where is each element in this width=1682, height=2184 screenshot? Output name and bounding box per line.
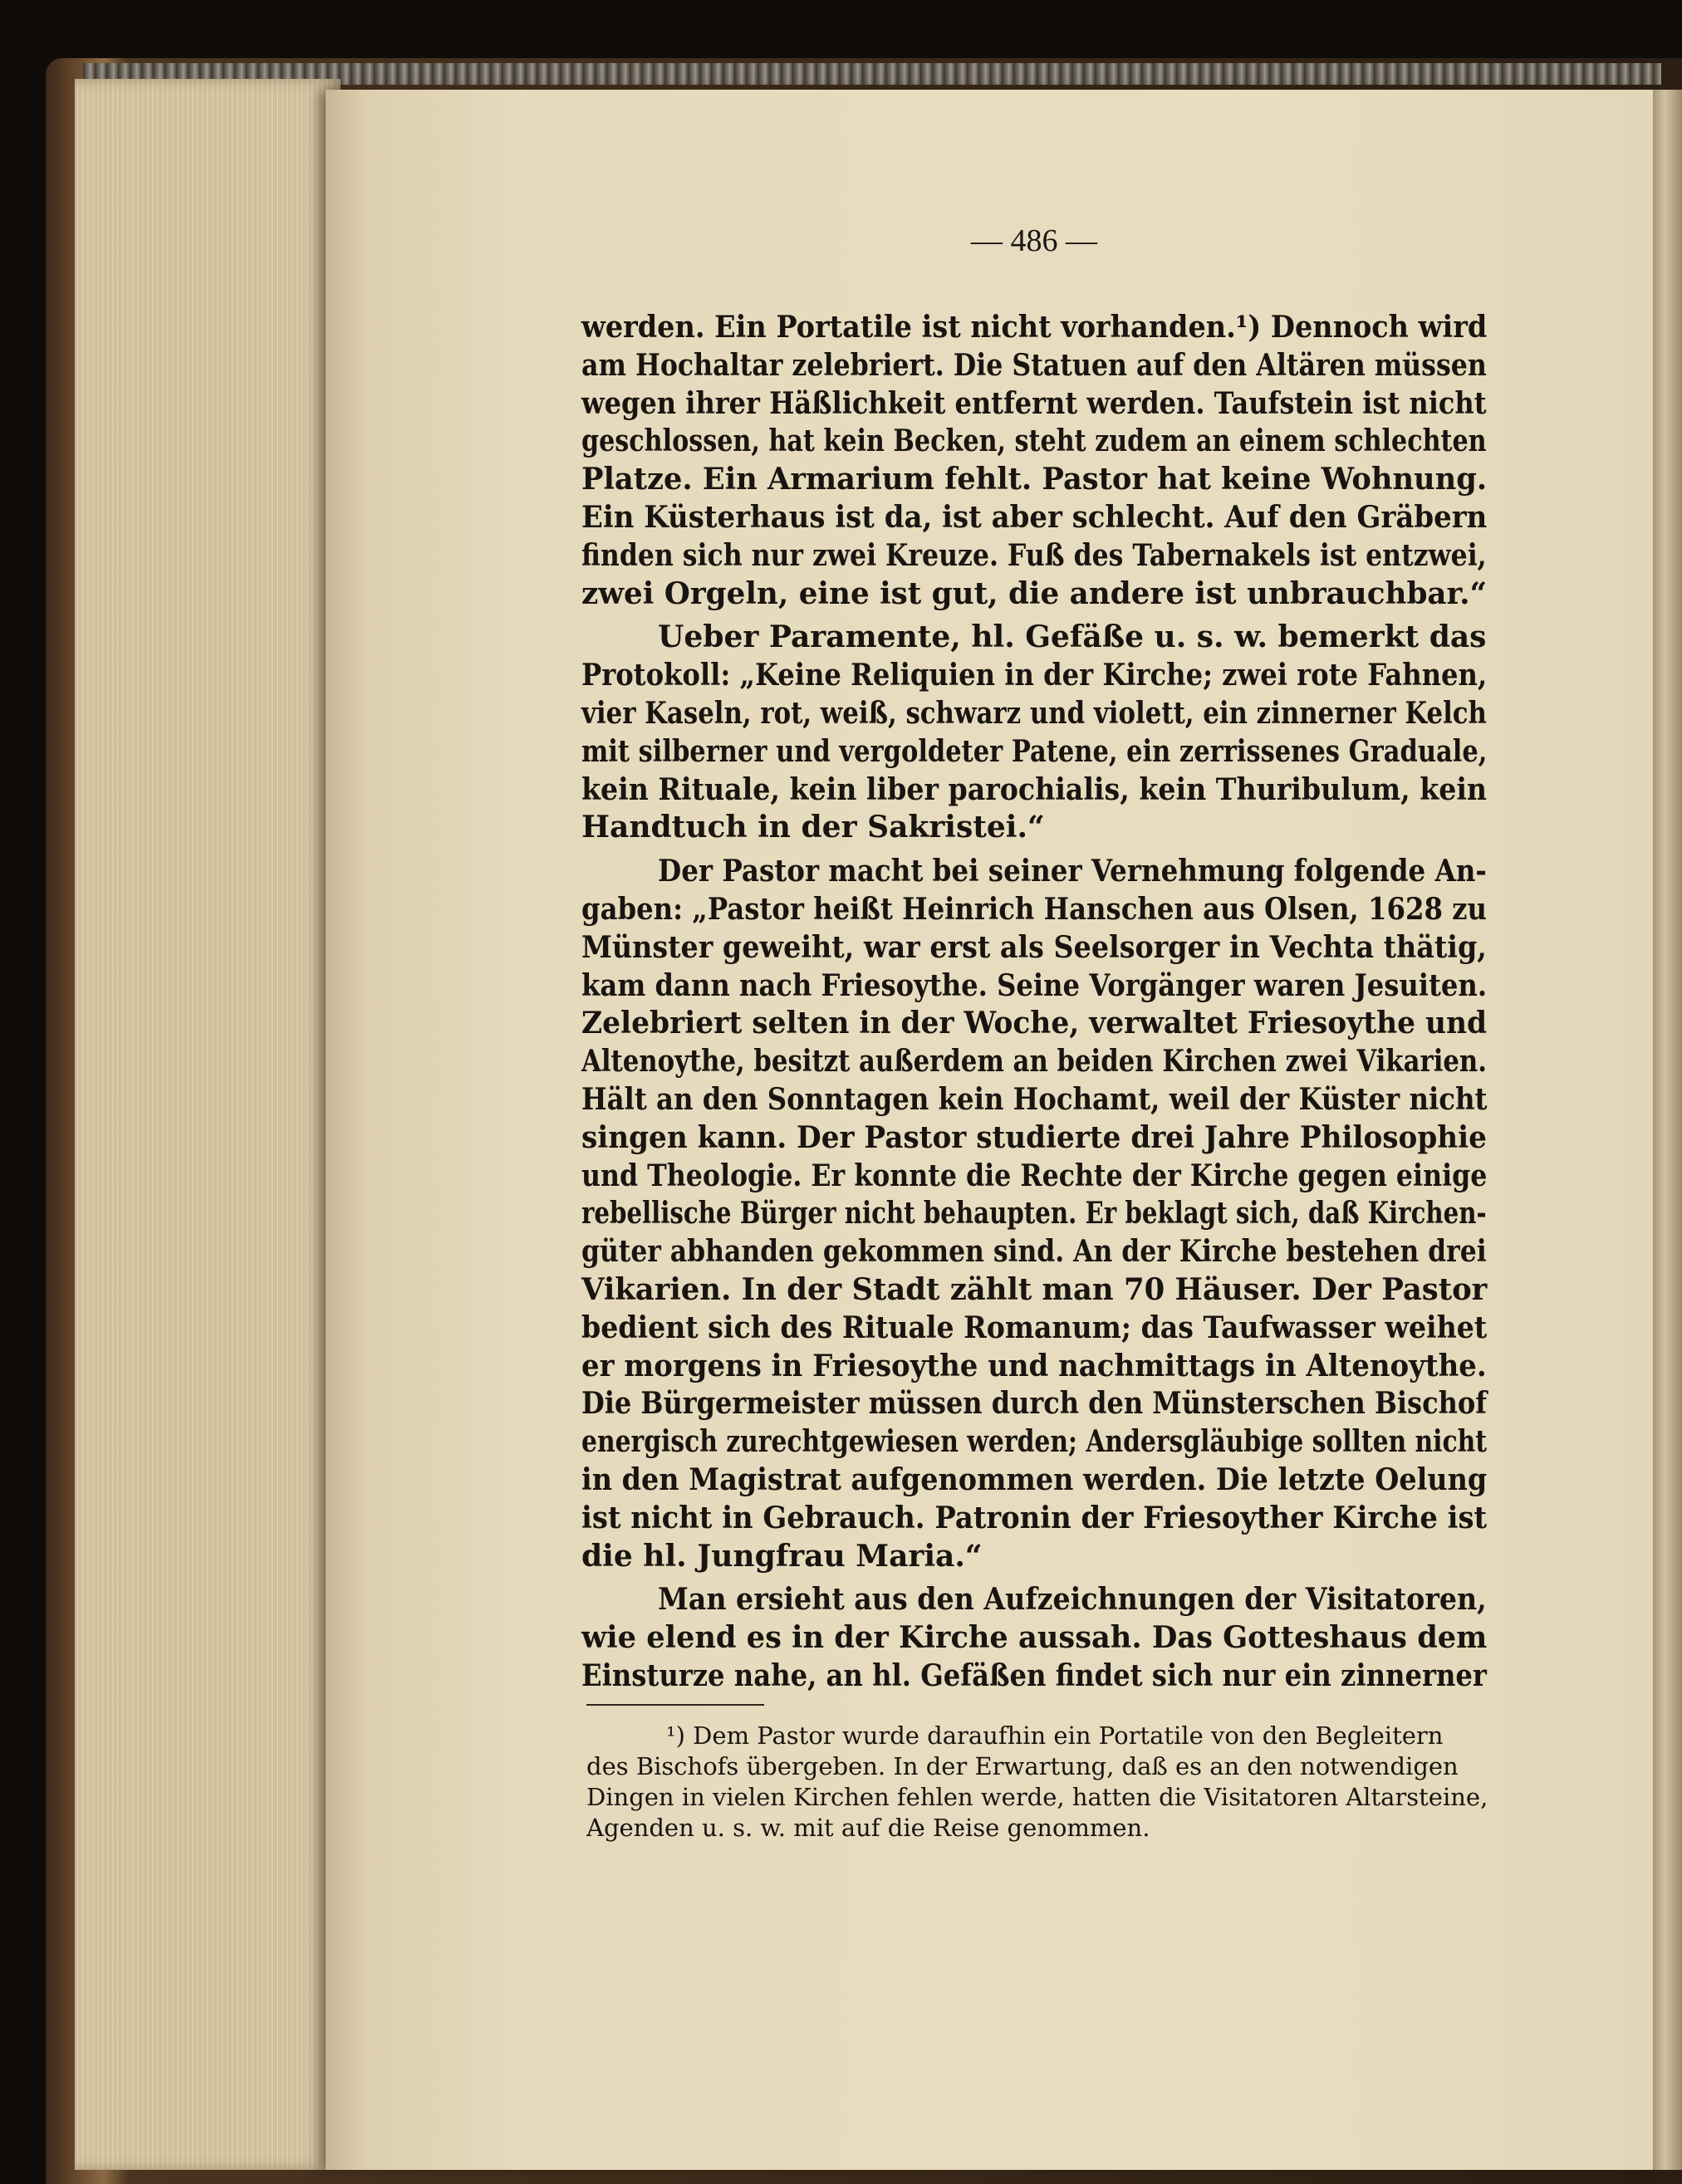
- text-line: singen kann. Der Pastor studierte drei Jahre Philosophie: [581, 1119, 1487, 1155]
- footnote: [586, 1721, 1488, 1844]
- text-line: Einsturze nahe, an hl. Gefäßen findet sich nur ein zinnerner: [581, 1658, 1487, 1693]
- text-line: und Theologie. Er konnte die Rechte der Kirche gegen einige: [581, 1158, 1488, 1193]
- text-line: Münster geweiht, war erst als Seelsorger in Vechta thätig,: [581, 929, 1487, 965]
- footnote-line: Agenden u. s. w. mit auf die Reise genommen.: [586, 1814, 1150, 1842]
- text-line: Die Bürgermeister müssen durch den Münsterschen Bischof: [581, 1386, 1487, 1422]
- page-number: — 486 —: [971, 223, 1097, 258]
- text-line: kein Rituale, kein liber parochialis, kein Thuribulum, kein: [581, 771, 1488, 807]
- text-line: werden. Ein Portatile ist nicht vorhanden.¹) Dennoch wird: [581, 310, 1488, 345]
- text-line: Vikarien. In der Stadt zählt man 70 Häuser. Der Pastor: [581, 1271, 1488, 1307]
- text-line: geschlossen, hat kein Becken, steht zudem an einem schlechten: [581, 424, 1487, 459]
- facing-page-gutter: [1653, 90, 1682, 2170]
- text-line: zwei Orgeln, eine ist gut, die andere ist unbrauchbar.“: [581, 575, 1488, 611]
- text-line: Ueber Paramente, hl. Gefäße u. s. w. bemerkt das: [658, 619, 1487, 655]
- text-line: Platze. Ein Armarium fehlt. Pastor hat keine Wohnung.: [581, 462, 1488, 497]
- text-line: Zelebriert selten in der Woche, verwaltet Friesoythe und: [581, 1006, 1488, 1041]
- text-line: kam dann nach Friesoythe. Seine Vorgänger waren Jesuiten.: [581, 967, 1488, 1003]
- text-line: ist nicht in Gebrauch. Patronin der Friesoyther Kirche ist: [581, 1500, 1488, 1535]
- text-line: finden sich nur zwei Kreuze. Fuß des Tabernakels ist entzwei,: [581, 537, 1487, 573]
- text-line: die hl. Jungfrau Maria.“: [581, 1538, 983, 1574]
- footnote-line: des Bischofs übergeben. In der Erwartung, daß es an den notwendigen: [586, 1752, 1459, 1780]
- text-line: am Hochaltar zelebriert. Die Statuen auf den Altären müssen: [581, 347, 1487, 383]
- text-line: Protokoll: „Keine Reliquien in der Kirche; zwei rote Fahnen,: [581, 658, 1488, 693]
- text-line: rebellische Bürger nicht behaupten. Er beklagt sich, daß Kirchen-: [581, 1196, 1487, 1232]
- text-line: Altenoythe, besitzt außerdem an beiden Kirchen zwei Vikarien.: [581, 1044, 1487, 1080]
- text-line: er morgens in Friesoythe und nachmittags in Altenoythe.: [581, 1348, 1487, 1383]
- text-line: bedient sich des Rituale Romanum; das Taufwasser weihet: [581, 1310, 1488, 1345]
- text-line: Hält an den Sonntagen kein Hochamt, weil der Küster nicht: [581, 1081, 1488, 1117]
- text-line: Ein Küsterhaus ist da, ist aber schlecht. Auf den Gräbern: [581, 499, 1488, 535]
- text-line: vier Kaseln, rot, weiß, schwarz und violett, ein zinnerner Kelch: [581, 695, 1487, 731]
- footnote-line: ¹) Dem Pastor wurde daraufhin ein Portatile von den Begleitern: [666, 1721, 1444, 1750]
- text-line: mit silberner und vergoldeter Patene, ein zerrissenes Graduale,: [581, 733, 1488, 769]
- text-line: wie elend es in der Kirche aussah. Das Gotteshaus dem: [581, 1620, 1488, 1656]
- text-line: Handtuch in der Sakristei.“: [581, 810, 1045, 845]
- text-line: güter abhanden gekommen sind. An der Kirche bestehen drei: [581, 1234, 1487, 1270]
- text-line: Man ersieht aus den Aufzeichnungen der Visitatoren,: [657, 1582, 1487, 1618]
- text-line: energisch zurechtgewiesen werden; Andersgläubige sollten nicht: [581, 1424, 1488, 1460]
- text-line: wegen ihrer Häßlichkeit entfernt werden. Taufstein ist nicht: [581, 385, 1487, 421]
- body-text: [581, 309, 1487, 1696]
- text-line: gaben: „Pastor heißt Heinrich Hanschen aus Olsen, 1628 zu: [581, 891, 1487, 927]
- text-line: in den Magistrat aufgenommen werden. Die letzte Oelung: [581, 1462, 1488, 1497]
- stacked-page-edges: [75, 79, 341, 2170]
- text-line: Der Pastor macht bei seiner Vernehmung folgende An-: [657, 854, 1487, 889]
- footnote-separator: [586, 1704, 764, 1706]
- footnote-line: Dingen in vielen Kirchen fehlen werde, hatten die Visitatoren Altarsteine,: [586, 1783, 1488, 1811]
